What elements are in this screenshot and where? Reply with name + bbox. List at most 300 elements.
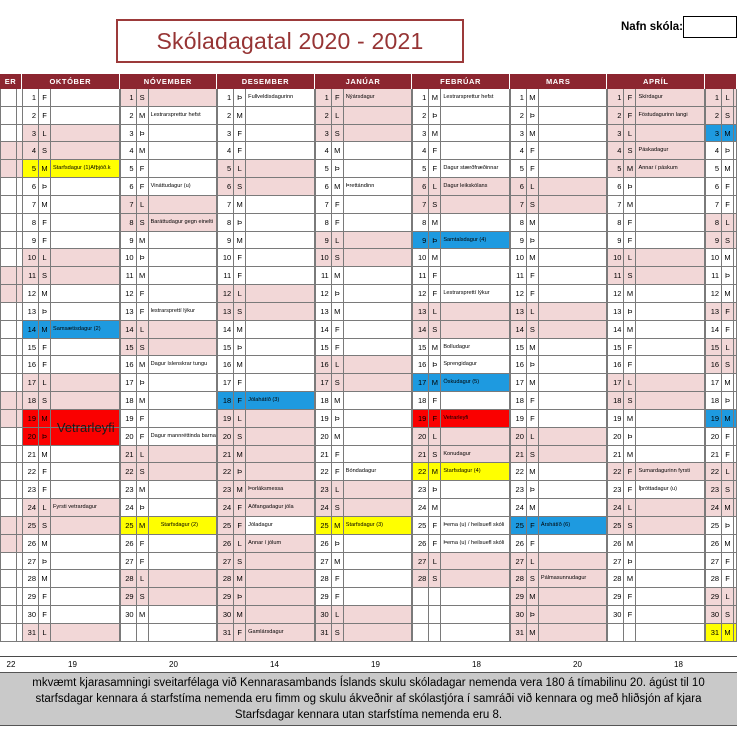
day-cell[interactable]: [315, 463, 413, 481]
day-cell[interactable]: [412, 160, 510, 178]
day-cell[interactable]: [120, 499, 218, 517]
day-cell[interactable]: [315, 107, 413, 125]
day-cell[interactable]: [705, 214, 737, 232]
day-cell[interactable]: [315, 303, 413, 321]
day-cell[interactable]: [22, 499, 120, 517]
day-cell[interactable]: [315, 321, 413, 339]
day-cell[interactable]: [315, 249, 413, 267]
day-cell[interactable]: [120, 392, 218, 410]
day-note: [636, 428, 705, 445]
day-cell[interactable]: [120, 624, 218, 642]
day-cell[interactable]: [315, 285, 413, 303]
day-cell[interactable]: [705, 285, 737, 303]
day-cell[interactable]: [120, 481, 218, 499]
day-cell[interactable]: [22, 285, 120, 303]
month-days: [412, 89, 510, 642]
day-cell[interactable]: [607, 107, 705, 125]
day-cell[interactable]: [22, 517, 120, 535]
day-cell[interactable]: [217, 285, 315, 303]
day-cell[interactable]: [705, 517, 737, 535]
day-cell[interactable]: [412, 606, 510, 624]
day-of-week: M: [722, 125, 734, 142]
day-cell[interactable]: [315, 160, 413, 178]
day-cell[interactable]: [22, 570, 120, 588]
day-cell[interactable]: [120, 249, 218, 267]
day-cell[interactable]: [120, 125, 218, 143]
day-of-week: M: [234, 356, 246, 373]
day-cell[interactable]: [412, 303, 510, 321]
day-cell[interactable]: [0, 142, 22, 160]
day-cell[interactable]: [412, 570, 510, 588]
day-cell[interactable]: [705, 196, 737, 214]
day-cell[interactable]: [510, 428, 608, 446]
day-cell[interactable]: [607, 374, 705, 392]
day-cell[interactable]: [0, 232, 22, 250]
day-cell[interactable]: [217, 339, 315, 357]
day-cell[interactable]: [0, 125, 22, 143]
day-cell[interactable]: [217, 606, 315, 624]
day-cell[interactable]: [607, 232, 705, 250]
day-cell[interactable]: [412, 517, 510, 535]
month-total: [729, 657, 737, 671]
day-cell[interactable]: [315, 624, 413, 642]
day-cell[interactable]: [607, 463, 705, 481]
day-cell[interactable]: [412, 321, 510, 339]
day-cell[interactable]: [607, 517, 705, 535]
day-cell[interactable]: [315, 392, 413, 410]
day-cell[interactable]: [607, 535, 705, 553]
day-cell[interactable]: [510, 196, 608, 214]
day-cell[interactable]: [0, 321, 22, 339]
day-note: [149, 196, 218, 213]
day-cell[interactable]: [607, 428, 705, 446]
day-cell[interactable]: [217, 499, 315, 517]
day-cell[interactable]: [120, 356, 218, 374]
day-cell[interactable]: [0, 553, 22, 571]
day-cell[interactable]: [217, 356, 315, 374]
day-cell[interactable]: [217, 374, 315, 392]
day-cell[interactable]: [217, 517, 315, 535]
day-cell[interactable]: [120, 107, 218, 125]
day-cell[interactable]: [217, 535, 315, 553]
day-cell[interactable]: [607, 160, 705, 178]
day-number: 28: [315, 570, 332, 587]
day-cell[interactable]: [0, 339, 22, 357]
day-cell[interactable]: [22, 446, 120, 464]
day-cell[interactable]: [607, 553, 705, 571]
day-cell[interactable]: [705, 303, 737, 321]
day-cell[interactable]: [22, 89, 120, 107]
day-cell[interactable]: [510, 249, 608, 267]
day-cell[interactable]: [315, 570, 413, 588]
day-cell[interactable]: [217, 125, 315, 143]
day-cell[interactable]: [22, 481, 120, 499]
day-cell[interactable]: [607, 142, 705, 160]
day-cell[interactable]: [412, 196, 510, 214]
day-cell[interactable]: [705, 499, 737, 517]
day-cell[interactable]: [705, 267, 737, 285]
day-of-week: M: [332, 428, 344, 445]
day-cell[interactable]: [315, 267, 413, 285]
day-cell[interactable]: [315, 410, 413, 428]
day-cell[interactable]: [0, 178, 22, 196]
day-cell[interactable]: [0, 374, 22, 392]
day-cell[interactable]: [510, 178, 608, 196]
day-cell[interactable]: [120, 463, 218, 481]
day-cell[interactable]: [315, 606, 413, 624]
day-cell[interactable]: [705, 374, 737, 392]
day-cell[interactable]: [412, 410, 510, 428]
day-cell[interactable]: [120, 160, 218, 178]
day-cell[interactable]: [510, 285, 608, 303]
day-cell[interactable]: [315, 374, 413, 392]
day-cell[interactable]: [22, 232, 120, 250]
day-cell[interactable]: [510, 606, 608, 624]
day-cell[interactable]: [120, 553, 218, 571]
day-cell[interactable]: [120, 285, 218, 303]
day-cell[interactable]: [217, 267, 315, 285]
day-cell[interactable]: [412, 392, 510, 410]
day-number: 31: [22, 624, 39, 641]
day-cell[interactable]: [315, 232, 413, 250]
day-cell[interactable]: [510, 624, 608, 642]
day-cell[interactable]: [217, 428, 315, 446]
day-cell[interactable]: [510, 356, 608, 374]
day-cell[interactable]: [217, 303, 315, 321]
day-cell[interactable]: [22, 303, 120, 321]
day-cell[interactable]: [607, 125, 705, 143]
day-cell[interactable]: [0, 499, 22, 517]
day-cell[interactable]: [510, 107, 608, 125]
day-cell[interactable]: [705, 232, 737, 250]
day-cell[interactable]: [22, 339, 120, 357]
day-cell[interactable]: [0, 535, 22, 553]
day-cell[interactable]: [607, 303, 705, 321]
day-cell[interactable]: [607, 499, 705, 517]
day-note: [344, 232, 413, 249]
day-cell[interactable]: [412, 107, 510, 125]
day-cell[interactable]: [315, 178, 413, 196]
day-cell[interactable]: [607, 570, 705, 588]
day-cell[interactable]: [22, 392, 120, 410]
day-cell[interactable]: [705, 588, 737, 606]
day-cell[interactable]: [0, 107, 22, 125]
day-cell[interactable]: [412, 446, 510, 464]
day-cell[interactable]: [607, 89, 705, 107]
day-cell[interactable]: [22, 142, 120, 160]
day-cell[interactable]: [607, 624, 705, 642]
day-cell[interactable]: [22, 160, 120, 178]
day-cell[interactable]: [315, 499, 413, 517]
day-cell[interactable]: [412, 356, 510, 374]
day-of-week: S: [137, 89, 149, 106]
day-cell[interactable]: [705, 356, 737, 374]
day-cell[interactable]: [0, 392, 22, 410]
day-of-week: F: [234, 392, 246, 409]
day-cell[interactable]: [217, 446, 315, 464]
day-cell[interactable]: [0, 481, 22, 499]
day-cell[interactable]: [705, 125, 737, 143]
day-cell[interactable]: [705, 463, 737, 481]
day-cell[interactable]: [0, 570, 22, 588]
day-cell[interactable]: [217, 196, 315, 214]
day-cell[interactable]: [412, 285, 510, 303]
day-cell[interactable]: [0, 410, 22, 428]
day-cell[interactable]: [607, 392, 705, 410]
day-cell[interactable]: [412, 89, 510, 107]
day-cell[interactable]: [120, 446, 218, 464]
day-cell[interactable]: [120, 142, 218, 160]
day-cell[interactable]: [510, 463, 608, 481]
day-cell[interactable]: [22, 178, 120, 196]
day-cell[interactable]: [607, 356, 705, 374]
day-cell[interactable]: [705, 570, 737, 588]
day-cell[interactable]: [412, 249, 510, 267]
day-cell[interactable]: [315, 142, 413, 160]
day-cell[interactable]: [217, 481, 315, 499]
day-cell[interactable]: [607, 481, 705, 499]
day-cell[interactable]: [510, 339, 608, 357]
day-cell[interactable]: [510, 410, 608, 428]
day-cell[interactable]: [607, 410, 705, 428]
day-of-week: L: [332, 481, 344, 498]
day-cell[interactable]: [0, 588, 22, 606]
day-cell[interactable]: [510, 392, 608, 410]
day-cell[interactable]: [22, 463, 120, 481]
day-cell[interactable]: [705, 339, 737, 357]
day-cell[interactable]: [22, 214, 120, 232]
day-cell[interactable]: [607, 214, 705, 232]
day-cell[interactable]: [412, 428, 510, 446]
day-cell[interactable]: [120, 267, 218, 285]
day-cell[interactable]: [0, 463, 22, 481]
day-cell[interactable]: [705, 160, 737, 178]
day-cell[interactable]: [705, 428, 737, 446]
day-cell[interactable]: [22, 606, 120, 624]
day-cell[interactable]: [0, 89, 22, 107]
day-cell[interactable]: [412, 463, 510, 481]
day-cell[interactable]: [22, 321, 120, 339]
day-cell[interactable]: [510, 481, 608, 499]
day-cell[interactable]: [0, 446, 22, 464]
day-cell[interactable]: [217, 89, 315, 107]
day-cell[interactable]: [607, 606, 705, 624]
day-cell[interactable]: [607, 249, 705, 267]
day-cell[interactable]: [315, 428, 413, 446]
day-of-week: M: [39, 410, 51, 427]
day-cell[interactable]: [22, 624, 120, 642]
day-cell[interactable]: [217, 553, 315, 571]
day-cell[interactable]: [412, 535, 510, 553]
day-cell[interactable]: [607, 446, 705, 464]
day-cell[interactable]: [217, 463, 315, 481]
day-cell[interactable]: [120, 588, 218, 606]
day-cell[interactable]: [607, 285, 705, 303]
day-cell[interactable]: [607, 588, 705, 606]
day-cell[interactable]: [0, 624, 22, 642]
day-cell[interactable]: [120, 606, 218, 624]
day-cell[interactable]: [217, 588, 315, 606]
day-cell[interactable]: [0, 267, 22, 285]
day-cell[interactable]: [607, 196, 705, 214]
day-cell[interactable]: [22, 267, 120, 285]
day-cell[interactable]: [217, 160, 315, 178]
day-cell[interactable]: [217, 232, 315, 250]
day-cell[interactable]: [22, 428, 120, 446]
day-cell[interactable]: [120, 232, 218, 250]
day-cell[interactable]: [705, 481, 737, 499]
day-cell[interactable]: [120, 196, 218, 214]
day-cell[interactable]: [412, 232, 510, 250]
day-cell[interactable]: [22, 125, 120, 143]
day-cell[interactable]: [412, 553, 510, 571]
day-cell[interactable]: [22, 107, 120, 125]
day-cell[interactable]: [412, 214, 510, 232]
day-cell[interactable]: [510, 553, 608, 571]
day-cell[interactable]: [510, 125, 608, 143]
day-cell[interactable]: [0, 214, 22, 232]
day-cell[interactable]: [217, 410, 315, 428]
day-cell[interactable]: [705, 249, 737, 267]
day-cell[interactable]: [705, 446, 737, 464]
day-cell[interactable]: [22, 410, 120, 428]
day-cell[interactable]: [22, 374, 120, 392]
day-cell[interactable]: [412, 339, 510, 357]
day-cell[interactable]: [217, 624, 315, 642]
day-cell[interactable]: [217, 214, 315, 232]
day-cell[interactable]: [120, 178, 218, 196]
day-cell[interactable]: [0, 517, 22, 535]
day-cell[interactable]: [705, 606, 737, 624]
day-cell[interactable]: [510, 160, 608, 178]
day-cell[interactable]: [510, 321, 608, 339]
day-cell[interactable]: [0, 249, 22, 267]
day-cell[interactable]: [120, 428, 218, 446]
day-cell[interactable]: [412, 142, 510, 160]
day-cell[interactable]: [315, 214, 413, 232]
day-cell[interactable]: [120, 339, 218, 357]
day-cell[interactable]: [705, 553, 737, 571]
day-cell[interactable]: [412, 624, 510, 642]
day-cell[interactable]: [510, 303, 608, 321]
day-cell[interactable]: [120, 570, 218, 588]
day-cell[interactable]: [510, 535, 608, 553]
day-note: [441, 606, 510, 623]
day-cell[interactable]: [705, 107, 737, 125]
day-cell[interactable]: [315, 125, 413, 143]
day-cell[interactable]: [510, 214, 608, 232]
day-cell[interactable]: [412, 125, 510, 143]
day-cell[interactable]: [315, 339, 413, 357]
day-number: [0, 553, 17, 570]
day-cell[interactable]: [607, 321, 705, 339]
day-cell[interactable]: [705, 624, 737, 642]
day-cell[interactable]: [705, 392, 737, 410]
day-number: 3: [217, 125, 234, 142]
day-cell[interactable]: [0, 285, 22, 303]
day-of-week: F: [137, 178, 149, 195]
day-of-week: Þ: [527, 356, 539, 373]
day-cell[interactable]: [705, 410, 737, 428]
day-cell[interactable]: [217, 142, 315, 160]
day-cell[interactable]: [217, 570, 315, 588]
day-cell[interactable]: [120, 410, 218, 428]
day-cell[interactable]: [0, 606, 22, 624]
day-cell[interactable]: [120, 89, 218, 107]
day-of-week: L: [429, 428, 441, 445]
day-cell[interactable]: [0, 196, 22, 214]
day-cell[interactable]: [315, 588, 413, 606]
day-cell[interactable]: [315, 535, 413, 553]
day-cell[interactable]: [705, 178, 737, 196]
day-cell[interactable]: [315, 89, 413, 107]
day-cell[interactable]: [510, 588, 608, 606]
day-cell[interactable]: [412, 499, 510, 517]
day-cell[interactable]: [510, 89, 608, 107]
day-cell[interactable]: [22, 535, 120, 553]
day-cell[interactable]: [217, 392, 315, 410]
day-cell[interactable]: [120, 303, 218, 321]
day-cell[interactable]: [510, 232, 608, 250]
day-cell[interactable]: [315, 196, 413, 214]
day-cell[interactable]: [0, 303, 22, 321]
day-cell[interactable]: [22, 249, 120, 267]
day-cell[interactable]: [315, 356, 413, 374]
day-cell[interactable]: [607, 339, 705, 357]
school-name-input[interactable]: [683, 16, 737, 38]
day-cell[interactable]: [315, 517, 413, 535]
day-cell[interactable]: [22, 588, 120, 606]
day-cell[interactable]: [510, 517, 608, 535]
day-cell[interactable]: [510, 374, 608, 392]
day-cell[interactable]: [22, 553, 120, 571]
day-cell[interactable]: [0, 160, 22, 178]
day-cell[interactable]: [607, 267, 705, 285]
day-cell[interactable]: [412, 178, 510, 196]
day-cell[interactable]: [510, 499, 608, 517]
day-cell[interactable]: [0, 356, 22, 374]
day-cell[interactable]: [22, 356, 120, 374]
day-cell[interactable]: [120, 517, 218, 535]
day-cell[interactable]: [217, 249, 315, 267]
day-cell[interactable]: [120, 321, 218, 339]
day-cell[interactable]: [510, 570, 608, 588]
day-cell[interactable]: [705, 142, 737, 160]
day-cell[interactable]: [412, 588, 510, 606]
day-cell[interactable]: [217, 321, 315, 339]
day-cell[interactable]: [412, 267, 510, 285]
day-cell[interactable]: [120, 214, 218, 232]
day-cell[interactable]: [0, 428, 22, 446]
day-cell[interactable]: [315, 446, 413, 464]
day-cell[interactable]: [705, 89, 737, 107]
day-cell[interactable]: [607, 178, 705, 196]
day-cell[interactable]: [510, 142, 608, 160]
day-cell[interactable]: [22, 196, 120, 214]
day-cell[interactable]: [120, 374, 218, 392]
day-cell[interactable]: [412, 481, 510, 499]
day-cell[interactable]: [705, 321, 737, 339]
day-cell[interactable]: [120, 535, 218, 553]
day-cell[interactable]: [217, 107, 315, 125]
day-cell[interactable]: [412, 374, 510, 392]
day-cell[interactable]: [705, 535, 737, 553]
day-cell[interactable]: [315, 481, 413, 499]
day-cell[interactable]: [315, 553, 413, 571]
day-cell[interactable]: [510, 267, 608, 285]
day-cell[interactable]: [217, 178, 315, 196]
day-cell[interactable]: [510, 446, 608, 464]
